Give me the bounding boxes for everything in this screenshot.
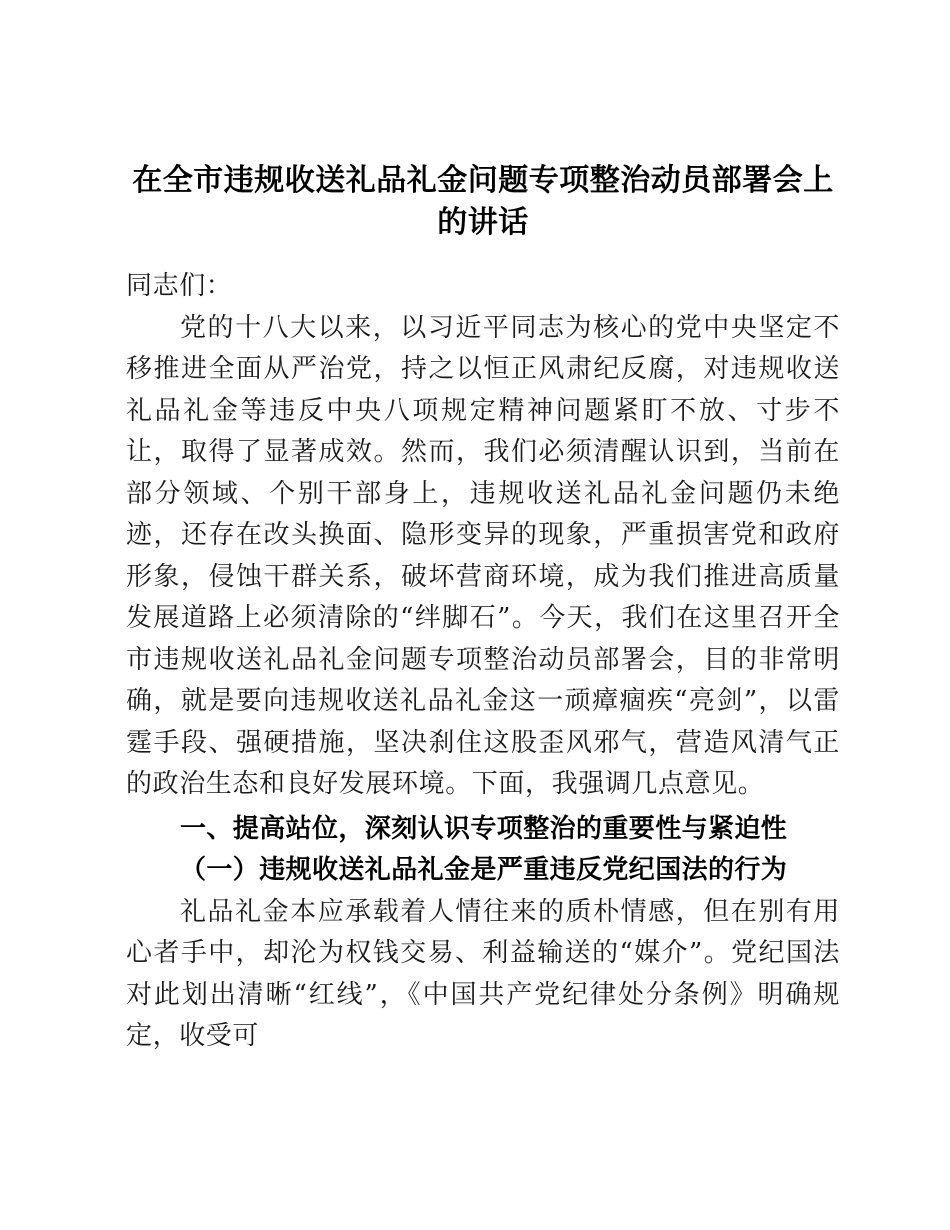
page-title-line-1: 在全市违规收送礼品礼金问题专项整治动员部 <box>132 163 743 198</box>
body-paragraph-1: 党的十八大以来，以习近平同志为核心的党中央坚定不移推进全面从严治党，持之以恒正风肃纪反腐，对违规收送礼品礼金等违反中央八项规定精神问题紧盯不放、寸步不让，取得了显著成效。然而，我们必须清醒认识到，当前在部分领域、个别干部身上，违规收送礼品礼金问题仍未绝迹，还存在改头换面、隐形变异的现象，严重损害党和政府形象，侵蚀干群关系，破坏营商环境，成为我们推进高质量发展道路上必须清除的“绊脚石”。今天，我们在这里召开全市违规收送礼品礼金问题专项整治动员部署会，目的非常明确，就是要向违规收送礼品礼金这一顽瘴痼疾“亮剑”，以雷霆手段、强硬措施，坚决刹住这股歪风邪气，营造风清气正的政治生态和良好发展环境。下面，我强调几点意见。 <box>126 312 840 799</box>
body-paragraph-2: 礼品礼金本应承载着人情往来的质朴情感，但在别有用心者手中，却沦为权钱交易、利益输送的“媒介”。党纪国法对此划出清晰“红线”，《中国共产党纪律处分条例》明确规定，收受可 <box>126 896 840 1051</box>
document-body <box>126 0 840 1058</box>
subsection-heading-1: （一）违规收送礼品礼金是严重违反党纪国法的行为 <box>180 855 788 885</box>
page-title <box>126 0 840 244</box>
page-title-line-2: 署会上的讲话 <box>437 163 834 240</box>
salutation: 同志们： <box>126 271 233 301</box>
section-heading-1: 一、提高站位，深刻认识专项整治的重要性与紧迫性 <box>180 813 788 844</box>
